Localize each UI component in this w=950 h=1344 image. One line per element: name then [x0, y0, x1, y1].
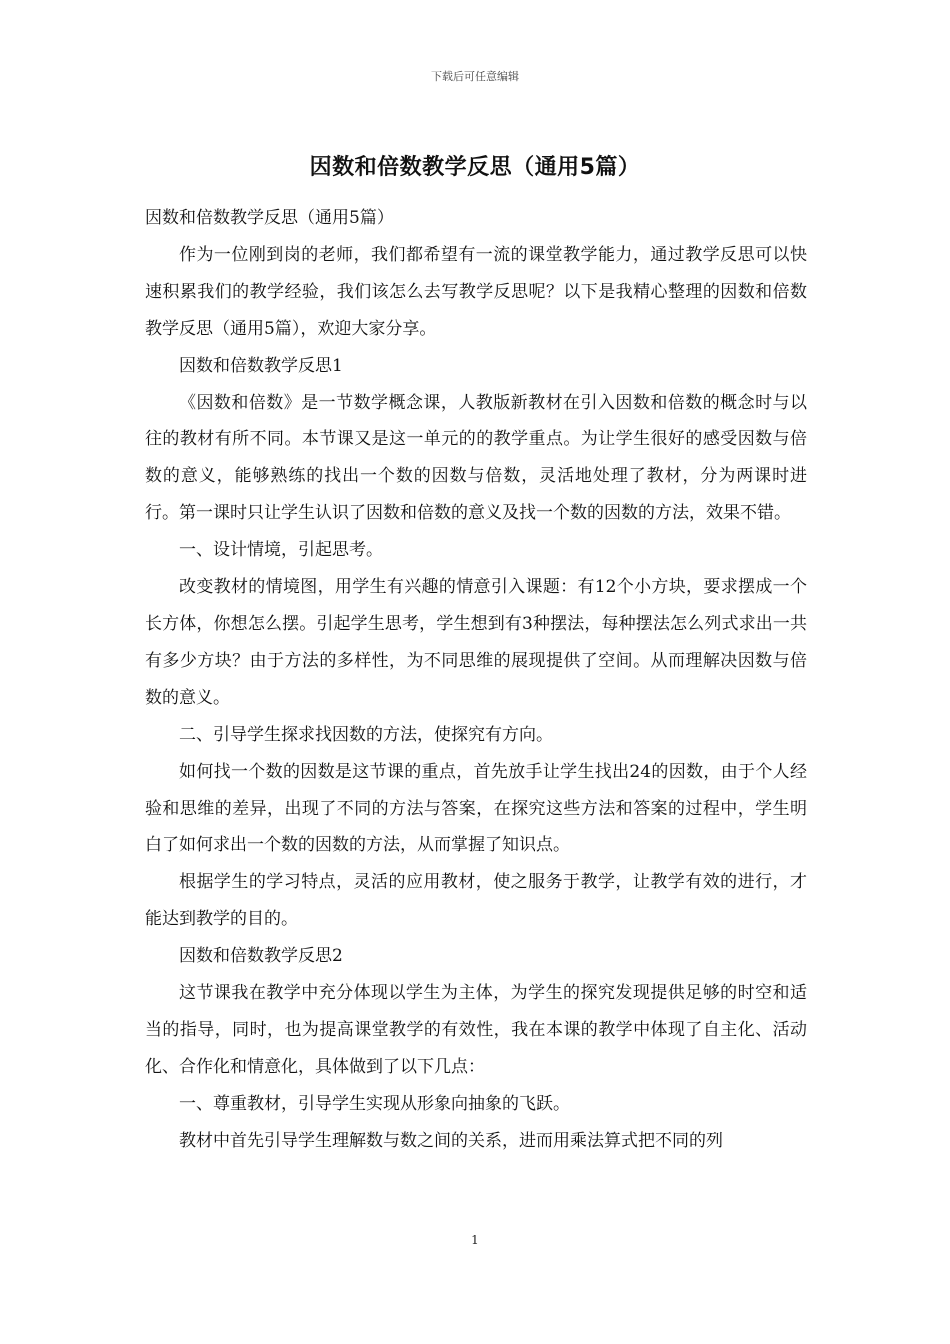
header-note: 下载后可任意编辑 — [431, 70, 519, 83]
body-paragraph: 根据学生的学习特点，灵活的应用教材，使之服务于教学，让教学有效的进行，才能达到教学的目的。 — [145, 872, 807, 930]
body-paragraph: 教材中首先引导学生理解数与数之间的关系，进而用乘法算式把不同的列 — [179, 1130, 723, 1151]
body-paragraph: 因数和倍数教学反思1 — [179, 355, 343, 376]
body-paragraph: 一、设计情境，引起思考。 — [179, 540, 383, 561]
body-paragraph: 因数和倍数教学反思2 — [179, 946, 343, 967]
body-paragraph: 一、尊重教材，引导学生实现从形象向抽象的飞跃。 — [179, 1093, 570, 1114]
document-body — [145, 200, 807, 1160]
body-paragraph: 二、引导学生探求找因数的方法，使探究有方向。 — [179, 724, 553, 745]
body-paragraph: 《因数和倍数》是一节数学概念课，人教版新教材在引入因数和倍数的概念时与以往的教材有所不同。本节课又是这一单元的的教学重点。为让学生很好的感受因数与倍数的意义，能够熟练的找出一个数的因数与倍数，灵活地处理了教材，分为两课时进行。第一课时只让学生认识了因数和倍数的意义及找一个数的因数的方法，效果不错。 — [145, 392, 807, 524]
body-paragraph: 如何找一个数的因数是这节课的重点，首先放手让学生找出24的因数，由于个人经验和思维的差异，出现了不同的方法与答案，在探究这些方法和答案的过程中，学生明白了如何求出一个数的因数的方法，从而掌握了知识点。 — [145, 761, 807, 856]
document-title: 因数和倍数教学反思（通用5篇） — [309, 155, 641, 180]
page-number: 1 — [471, 1233, 479, 1247]
body-paragraph: 改变教材的情境图，用学生有兴趣的情意引入课题：有12个小方块，要求摆成一个长方体，你想怎么摆。引起学生思考，学生想到有3种摆法，每种摆法怎么列式求出一共有多少方块？由于方法的多样性，为不同思维的展现提供了空间。从而理解决因数与倍数的意义。 — [145, 577, 807, 708]
body-paragraph: 作为一位刚到岗的老师，我们都希望有一流的课堂教学能力，通过教学反思可以快速积累我们的教学经验，我们该怎么去写教学反思呢？以下是我精心整理的因数和倍数教学反思（通用5篇），欢迎大家分享。 — [145, 244, 807, 339]
body-paragraph: 因数和倍数教学反思（通用5篇） — [145, 208, 394, 228]
body-paragraph: 这节课我在教学中充分体现以学生为主体，为学生的探究发现提供足够的时空和适当的指导，同时，也为提高课堂教学的有效性，我在本课的教学中体现了自主化、活动化、合作化和情意化，具体做到了以下几点： — [145, 983, 807, 1077]
